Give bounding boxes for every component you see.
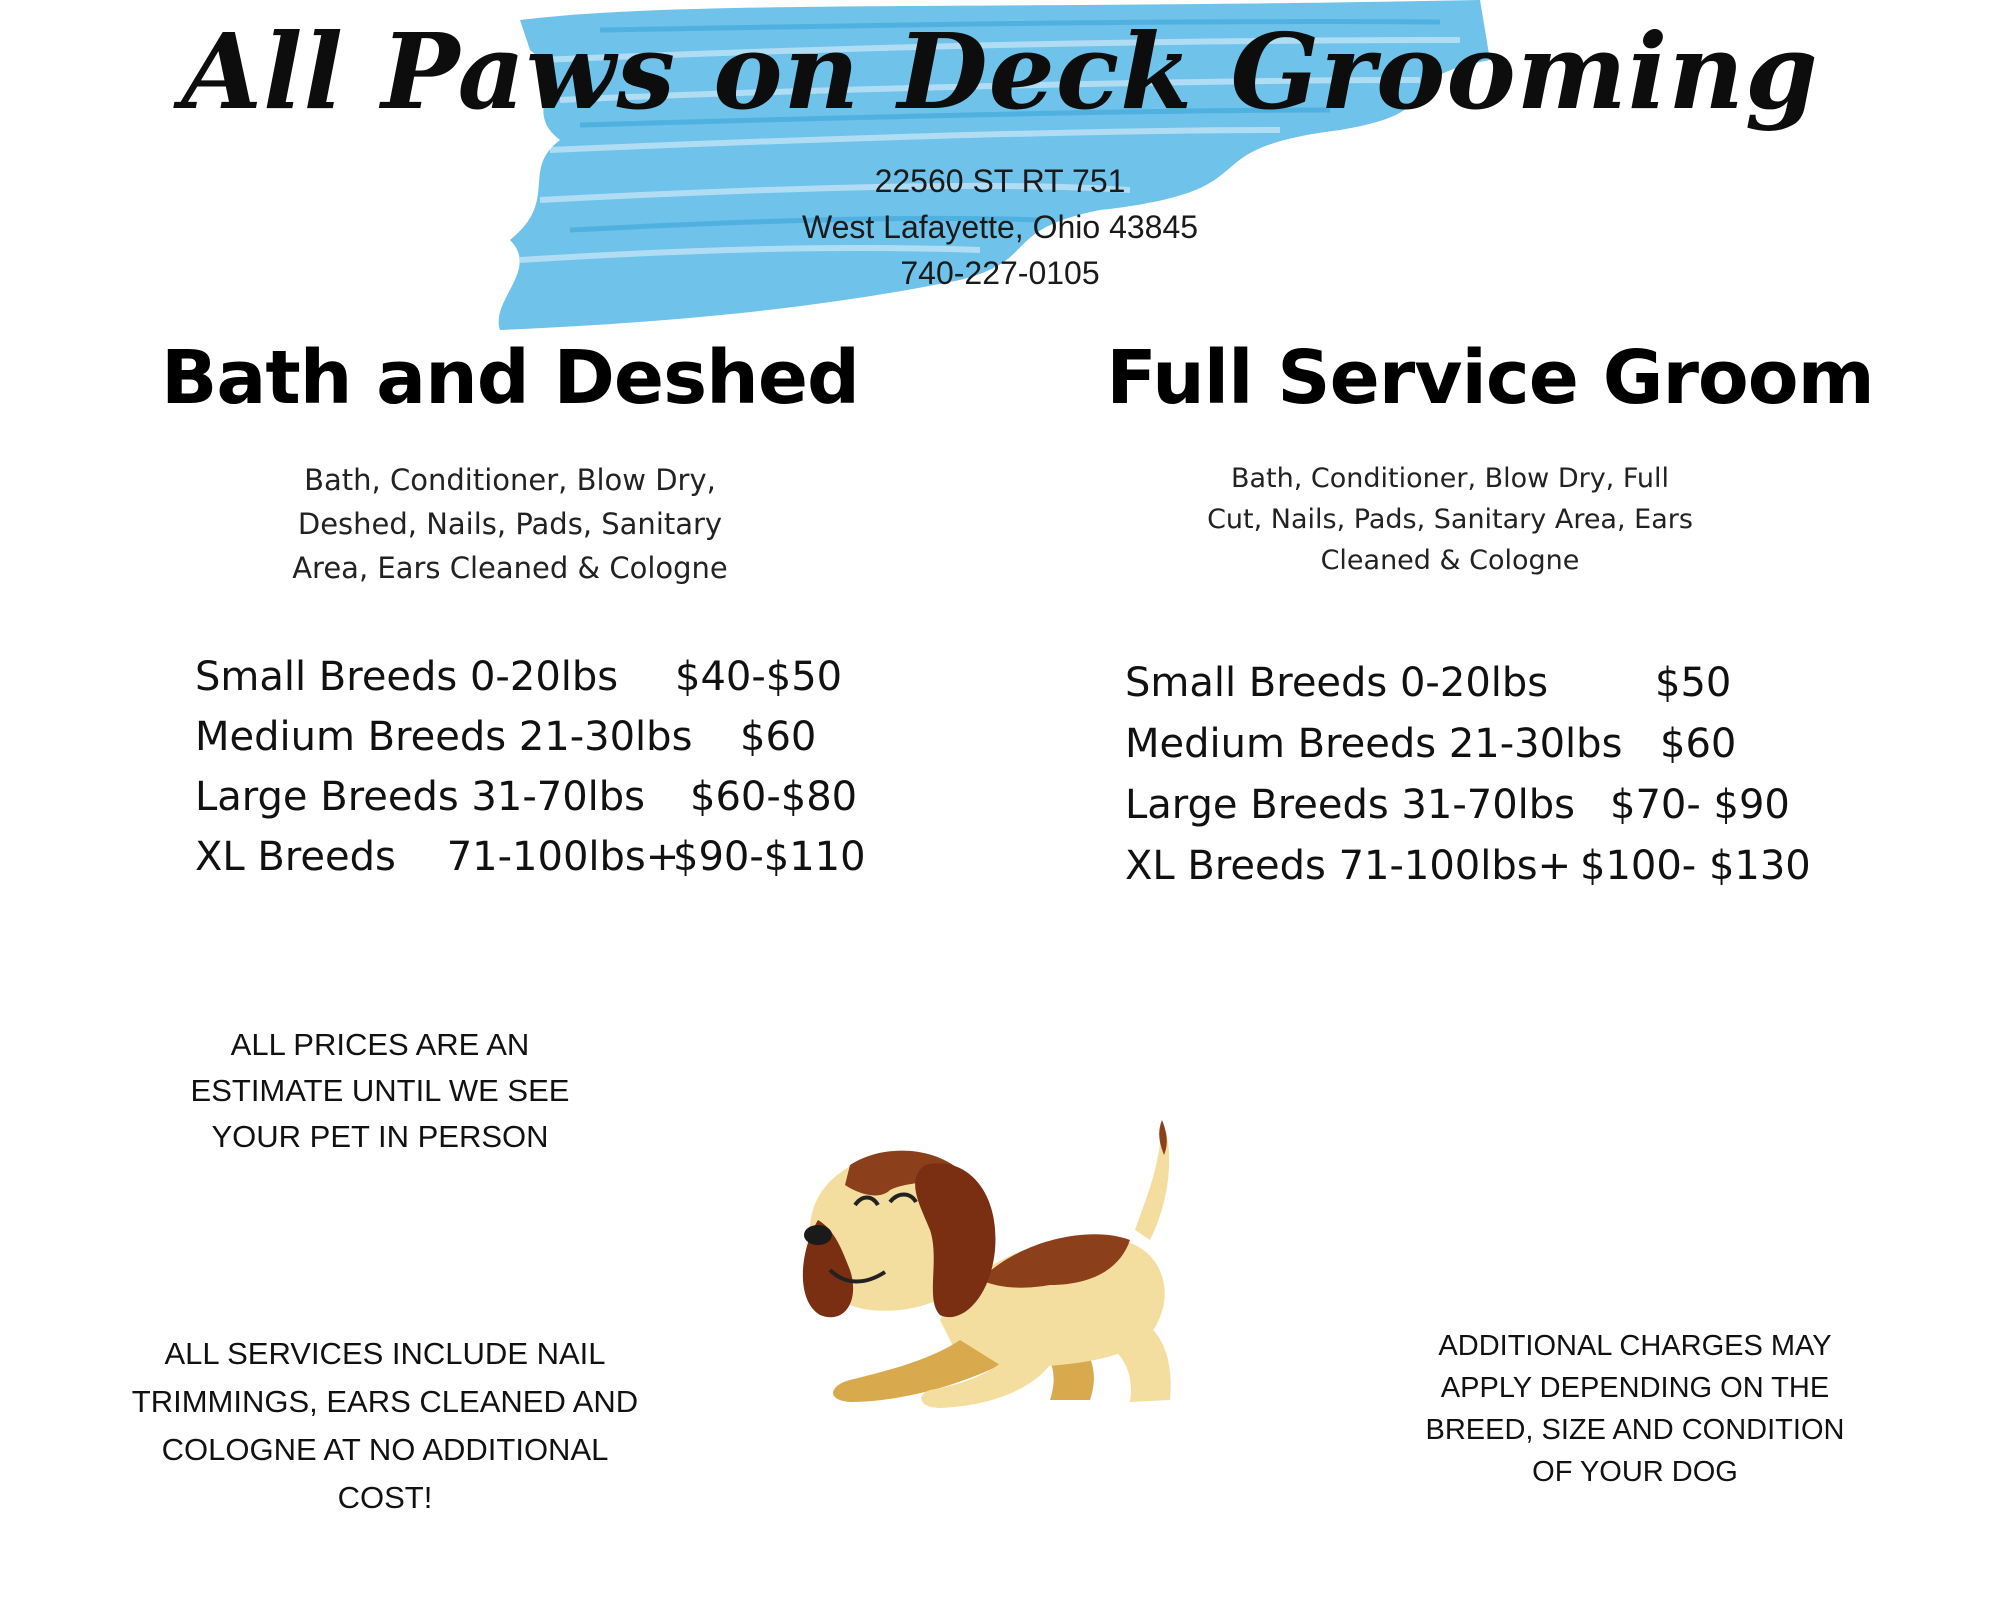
price-value: $90-$110 — [673, 834, 866, 880]
bath-deshed-price-list — [195, 654, 895, 894]
description-line: Cleaned & Cologne — [1320, 545, 1580, 576]
price-row — [1125, 721, 1845, 782]
price-row — [1125, 660, 1845, 721]
breed-size: Small Breeds 0-20lbs — [195, 654, 619, 700]
price-value: $60 — [1660, 721, 1737, 767]
note-line: APPLY DEPENDING ON THE — [1440, 1372, 1830, 1404]
price-value: $60 — [740, 714, 817, 760]
note-line: ALL PRICES ARE AN — [230, 1027, 530, 1062]
description-line: Cut, Nails, Pads, Sanitary Area, Ears — [1207, 504, 1693, 535]
full-service-price-list — [1125, 660, 1845, 904]
breed-size: XL Breeds 71-100lbs+ — [1125, 843, 1572, 889]
price-value: $50 — [1655, 660, 1732, 706]
address-street: 22560 ST RT 751 — [874, 163, 1126, 199]
note-line: ADDITIONAL CHARGES MAY — [1438, 1330, 1832, 1362]
price-row — [1125, 782, 1845, 843]
note-line: ALL SERVICES INCLUDE NAIL — [164, 1336, 606, 1371]
breed-size: XL Breeds 71-100lbs+ — [195, 834, 680, 880]
description-line: Bath, Conditioner, Blow Dry, Full — [1230, 463, 1670, 494]
price-value: $40-$50 — [675, 654, 843, 700]
price-value: $100- $130 — [1580, 843, 1811, 889]
price-row — [195, 654, 895, 714]
breed-size: Large Breeds 31-70lbs — [1125, 782, 1575, 828]
note-line: OF YOUR DOG — [1532, 1456, 1738, 1488]
price-row — [1125, 843, 1845, 904]
breed-size: Small Breeds 0-20lbs — [1125, 660, 1549, 706]
bath-deshed-description — [250, 458, 770, 590]
breed-size: Medium Breeds 21-30lbs — [1125, 721, 1623, 767]
price-row — [195, 834, 895, 894]
description-line: Bath, Conditioner, Blow Dry, — [304, 463, 716, 497]
description-line: Area, Ears Cleaned & Cologne — [292, 551, 728, 585]
price-row — [195, 774, 895, 834]
services-note — [100, 1330, 670, 1522]
additional-charges-note — [1400, 1325, 1870, 1493]
price-value: $70- $90 — [1610, 782, 1790, 828]
full-service-description — [1180, 458, 1720, 581]
bath-deshed-title: Bath and Deshed — [160, 335, 859, 421]
shop-name-logo: All Paws on Deck Grooming — [181, 10, 1819, 133]
full-service-groom-title: Full Service Groom — [1106, 335, 1874, 421]
breed-size: Medium Breeds 21-30lbs — [195, 714, 693, 760]
note-line: COLOGNE AT NO ADDITIONAL — [161, 1432, 609, 1467]
breed-size: Large Breeds 31-70lbs — [195, 774, 645, 820]
phone-number[interactable]: 740-227-0105 — [900, 255, 1100, 291]
description-line: Deshed, Nails, Pads, Sanitary — [297, 507, 723, 541]
dog-icon — [790, 1110, 1210, 1410]
price-row — [195, 714, 895, 774]
estimate-note — [160, 1022, 600, 1160]
price-value: $60-$80 — [690, 774, 858, 820]
note-line: COST! — [337, 1480, 433, 1515]
note-line: ESTIMATE UNTIL WE SEE — [190, 1073, 570, 1108]
address-city: West Lafayette, Ohio 43845 — [801, 209, 1199, 245]
note-line: YOUR PET IN PERSON — [211, 1119, 549, 1154]
note-line: BREED, SIZE AND CONDITION — [1425, 1414, 1845, 1446]
note-line: TRIMMINGS, EARS CLEANED AND — [131, 1384, 639, 1419]
